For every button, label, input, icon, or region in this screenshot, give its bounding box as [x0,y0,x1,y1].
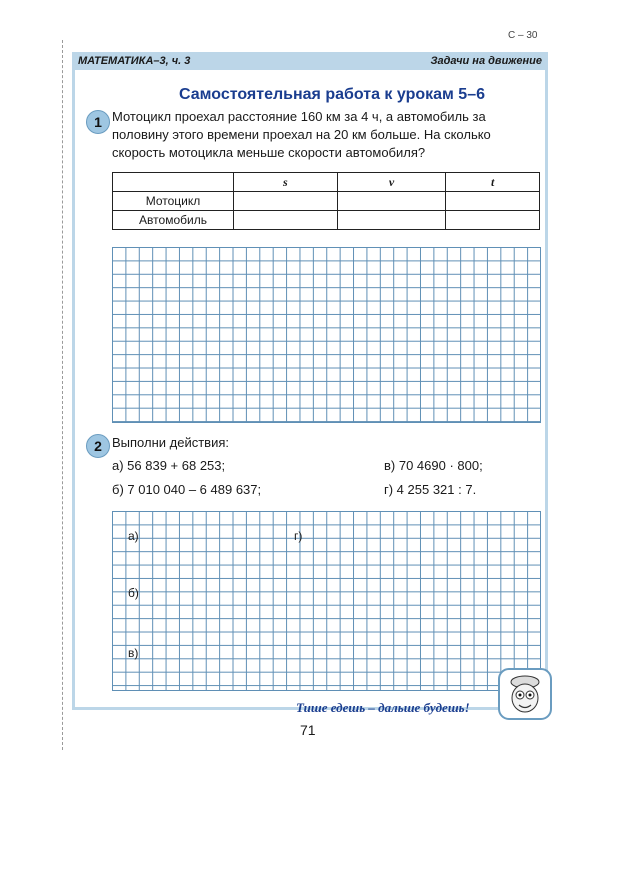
mascot-face-icon [498,668,552,720]
table-row [113,192,540,211]
page-code: С – 30 [508,30,538,41]
grid-label-b: б) [128,586,139,600]
table-header-cell: s [234,173,338,192]
answer-cell[interactable] [234,192,338,211]
task-number-badge: 1 [86,110,110,134]
row-label: Мотоцикл [113,192,234,211]
task2-label: Выполни действия: [112,435,229,450]
header-topic: Задачи на движение [430,55,542,67]
expression-a: а) 56 839 + 68 253; [112,458,226,473]
work-grid-task1[interactable] [112,247,541,423]
grid-label-v: в) [128,646,139,660]
motto: Тише едешь – дальше будешь! [296,700,470,715]
expression-g: г) 4 255 321 : 7. [384,482,477,497]
table-header-cell: t [446,173,540,192]
answer-cell[interactable] [337,192,446,211]
grid-label-g: г) [294,529,303,543]
work-grid-task2[interactable] [112,511,541,691]
table-header-row [113,173,540,192]
table-header-cell: v [337,173,446,192]
page-number: 71 [300,722,316,738]
task-number-badge: 2 [86,434,110,458]
motion-table [112,172,540,230]
task1-text: Мотоцикл проехал расстояние 160 км за 4 ч, а автомобиль за половину этого времени проехал на 20 км больше. На сколько скорость мотоцикла меньше скорости автомобиля? [112,109,491,160]
expression-b: б) 7 010 040 – 6 489 637; [112,482,262,497]
expression-v: в) 70 4690 · 800; [384,458,483,473]
answer-cell[interactable] [337,211,446,230]
answer-cell[interactable] [446,192,540,211]
header-subject: МАТЕМАТИКА–3, ч. 3 [78,55,191,67]
answer-cell[interactable] [446,211,540,230]
header-band [72,52,548,70]
grid-label-a: а) [128,529,139,543]
row-label: Автомобиль [113,211,234,230]
table-header-cell [113,173,234,192]
answer-cell[interactable] [234,211,338,230]
page-title: Самостоятельная работа к урокам 5–6 [178,86,485,103]
cut-line [62,40,63,750]
table-row [113,211,540,230]
